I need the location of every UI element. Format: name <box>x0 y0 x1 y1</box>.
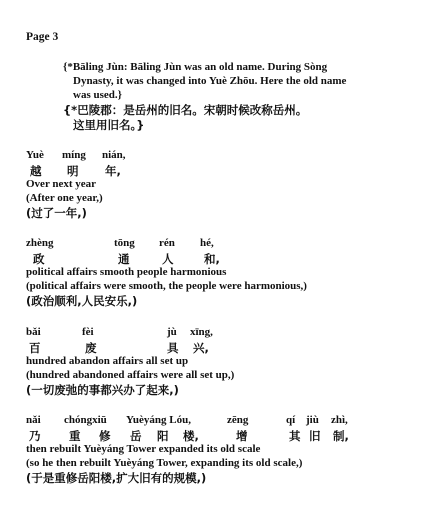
hanzi-char: 通 <box>118 252 130 266</box>
pinyin-word: rén <box>159 237 175 249</box>
hanzi-char: 兴, <box>193 341 209 355</box>
pinyin-word: nián, <box>102 149 126 161</box>
hanzi-char: 明 <box>67 164 79 178</box>
english-translation: (After one year,) <box>26 192 103 204</box>
hanzi-char: 楼, <box>183 429 199 443</box>
hanzi-char: 和, <box>204 252 220 266</box>
pinyin-word: xīng, <box>190 326 213 338</box>
english-translation: (hundred abandoned affairs were all set up,) <box>26 369 235 381</box>
hanzi-char: 越 <box>30 164 42 178</box>
chinese-translation: (于是重修岳阳楼,扩大旧有的规模,) <box>26 471 207 485</box>
pinyin-word: jiù <box>306 414 319 426</box>
pinyin-word: Yuèyáng Lóu, <box>126 414 192 426</box>
hanzi-char: 岳 <box>130 429 142 443</box>
hanzi-char: 增 <box>236 429 248 443</box>
hanzi-char: 政 <box>33 252 45 266</box>
hanzi-char: 重 <box>69 429 81 443</box>
literal-translation: Over next year <box>26 178 97 190</box>
literal-translation: hundred abandon affairs all set up <box>26 355 189 367</box>
hanzi-char: 旧 <box>309 429 321 443</box>
literal-translation: political affairs smooth people harmonious <box>26 266 227 278</box>
pinyin-word: zhì, <box>331 414 348 426</box>
pinyin-word: tōng <box>114 237 135 249</box>
page-label: Page 3 <box>26 31 59 43</box>
pinyin-word: zēng <box>227 414 249 426</box>
hanzi-char: 具 <box>167 341 179 355</box>
chinese-translation: (过了一年,) <box>26 206 87 220</box>
english-translation: (so he then rebuilt Yuèyáng Tower, expanding its old scale,) <box>26 457 303 469</box>
pinyin-word: jù <box>167 326 177 338</box>
hanzi-char: 人 <box>162 252 174 266</box>
pinyin-word: bǎi <box>26 326 41 338</box>
pinyin-word: míng <box>62 149 86 161</box>
note-english-line-2: Dynasty, it was changed into Yuè Zhōu. Here the old name <box>73 75 347 87</box>
chinese-translation: (政治顺利,人民安乐,) <box>26 294 138 308</box>
hanzi-char: 其 <box>289 429 301 443</box>
literal-translation: then rebuilt Yuèyáng Tower expanded its old scale <box>26 443 261 455</box>
hanzi-char: 修 <box>99 429 111 443</box>
pinyin-word: fèi <box>82 326 94 338</box>
chinese-translation: (一切废弛的事都兴办了起来,) <box>26 383 179 397</box>
note-english-line-3: was used.} <box>73 89 122 101</box>
hanzi-char: 乃 <box>29 429 41 443</box>
hanzi-char: 年, <box>105 164 121 178</box>
hanzi-char: 废 <box>85 341 97 355</box>
hanzi-char: 百 <box>29 341 41 355</box>
note-chinese-line-1: {*巴陵郡：是岳州的旧名。宋朝时候改称岳州。 <box>63 103 308 117</box>
english-translation: (political affairs were smooth, the people were harmonious,) <box>26 280 307 292</box>
pinyin-word: qí <box>286 414 296 426</box>
pinyin-word: hé, <box>200 237 214 249</box>
pinyin-word: zhèng <box>26 237 54 249</box>
pinyin-word: chóngxiū <box>64 414 107 426</box>
hanzi-char: 制, <box>333 429 349 443</box>
note-chinese-line-2: 这里用旧名。} <box>73 118 145 132</box>
note-english-line-1: {*Bāling Jùn: Bāling Jùn was an old name. During Sòng <box>63 61 328 73</box>
pinyin-word: Yuè <box>26 149 44 161</box>
hanzi-char: 阳 <box>157 429 169 443</box>
pinyin-word: nǎi <box>26 414 41 426</box>
